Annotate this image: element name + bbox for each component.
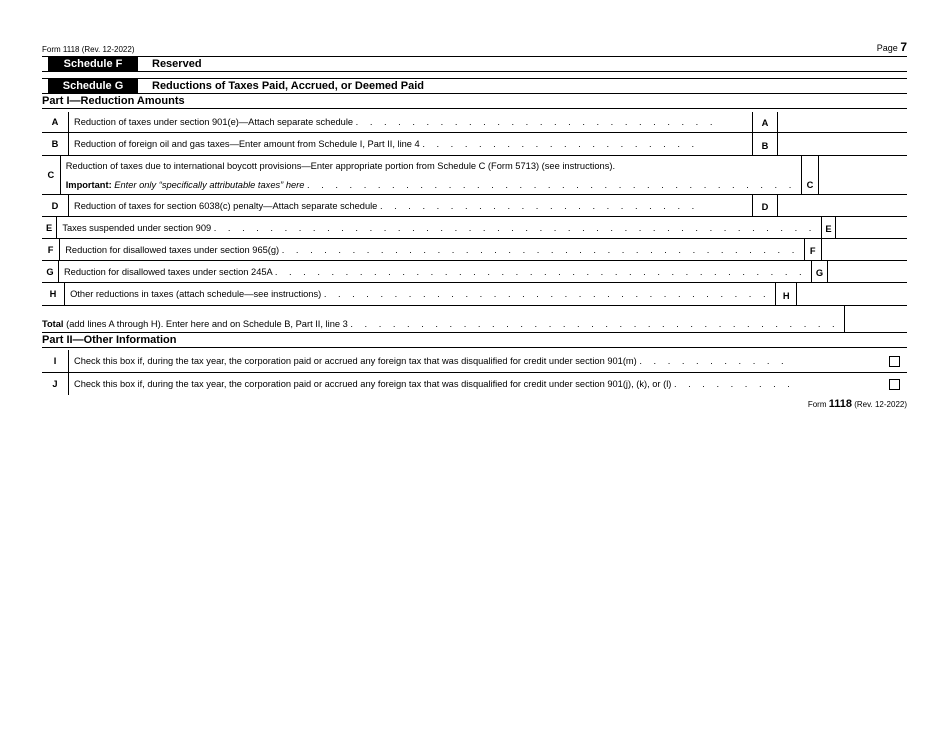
- amount-field-g[interactable]: [828, 261, 907, 282]
- line-letter: G: [42, 261, 59, 282]
- amount-field-f[interactable]: [822, 239, 907, 260]
- amount-field-d[interactable]: [778, 195, 907, 216]
- line-code: D: [752, 195, 778, 216]
- line-letter: F: [42, 239, 60, 260]
- part-1-title: Part I—Reduction Amounts: [42, 94, 907, 109]
- amount-field-e[interactable]: [836, 217, 907, 238]
- part-2-title: Part II—Other Information: [42, 333, 907, 348]
- form-revision: Form 1118 (Rev. 12-2022): [42, 45, 135, 54]
- line-j: J Check this box if, during the tax year, the corporation paid or accrued any foreign tax that was disqualified for credit under section 901(j), (k), or (l) . . . . . . . . .: [42, 373, 907, 395]
- schedule-g-header: [42, 79, 907, 94]
- schedule-g-title: Reductions of Taxes Paid, Accrued, or Deemed Paid: [152, 80, 425, 92]
- line-letter: I: [42, 350, 69, 372]
- schedule-g-tag: Schedule G: [48, 79, 138, 93]
- line-code: B: [752, 133, 778, 155]
- line-d: D Reduction of taxes for section 6038(c) penalty—Attach separate schedule . . . . . . . . . . . . . . . . . . . . . . . D: [42, 195, 907, 217]
- line-e: E Taxes suspended under section 909 . . . . . . . . . . . . . . . . . . . . . . . . . . . . . . . . . . . . . . . . . . . E: [42, 217, 907, 239]
- line-b: B Reduction of foreign oil and gas taxes—Enter amount from Schedule I, Part II, line 4 . . . . . . . . . . . . . . . . . . . . B: [42, 133, 907, 156]
- line-code: A: [752, 112, 778, 132]
- schedule-f-tag: Schedule F: [48, 57, 138, 71]
- line-letter: D: [42, 195, 69, 216]
- line-f: F Reduction for disallowed taxes under section 965(g) . . . . . . . . . . . . . . . . . . . . . . . . . . . . . . . . . . . . . F: [42, 239, 907, 261]
- schedule-f-header: [42, 56, 907, 72]
- page-number: Page 7: [876, 40, 907, 54]
- line-code: F: [804, 239, 822, 260]
- line-letter: E: [42, 217, 57, 238]
- line-h: H Other reductions in taxes (attach schedule—see instructions) . . . . . . . . . . . . . . . . . . . . . . . . . . . . . . . . H: [42, 283, 907, 306]
- line-g: G Reduction for disallowed taxes under section 245A . . . . . . . . . . . . . . . . . . . . . . . . . . . . . . . . . . . . . . G: [42, 261, 907, 283]
- line-code: G: [811, 261, 828, 282]
- line-a: A Reduction of taxes under section 901(e)—Attach separate schedule . . . . . . . . . . . . . . . . . . . . . . . . . . A: [42, 112, 907, 133]
- schedule-f-title: Reserved: [152, 58, 202, 70]
- amount-field-b[interactable]: [778, 133, 907, 155]
- total-amount-field[interactable]: [844, 306, 907, 332]
- page-header: [42, 40, 907, 54]
- line-c: C Reduction of taxes due to international boycott provisions—Enter appropriate portion from Schedule C (Form 5713) (see instructions). Important: Enter only “specifically attributable taxes” here . . . . . . . . . . . . . . . . . . . . . . . . . . . . . . . . . . . C: [42, 156, 907, 195]
- line-letter: C: [42, 156, 61, 194]
- line-letter: A: [42, 112, 69, 132]
- line-code: E: [821, 217, 836, 238]
- checkbox-j[interactable]: [889, 379, 900, 390]
- line-i: I Check this box if, during the tax year, the corporation paid or accrued any foreign tax that was disqualified for credit under section 901(m) . . . . . . . . . . .: [42, 350, 907, 373]
- line-letter: H: [42, 283, 65, 305]
- line-code: C: [801, 156, 819, 194]
- total-row: Total (add lines A through H). Enter here and on Schedule B, Part II, line 3 . . . . . . . . . . . . . . . . . . . . . . . . . . . . . . . . . . .: [42, 306, 907, 333]
- amount-field-a[interactable]: [778, 112, 907, 132]
- checkbox-i[interactable]: [889, 356, 900, 367]
- amount-field-c[interactable]: [819, 156, 907, 194]
- form-1118-page-7: [42, 40, 907, 410]
- page-footer: Form 1118 (Rev. 12-2022): [807, 398, 907, 410]
- line-letter: J: [42, 373, 69, 395]
- amount-field-h[interactable]: [797, 283, 907, 305]
- line-code: H: [775, 283, 797, 305]
- line-letter: B: [42, 133, 69, 155]
